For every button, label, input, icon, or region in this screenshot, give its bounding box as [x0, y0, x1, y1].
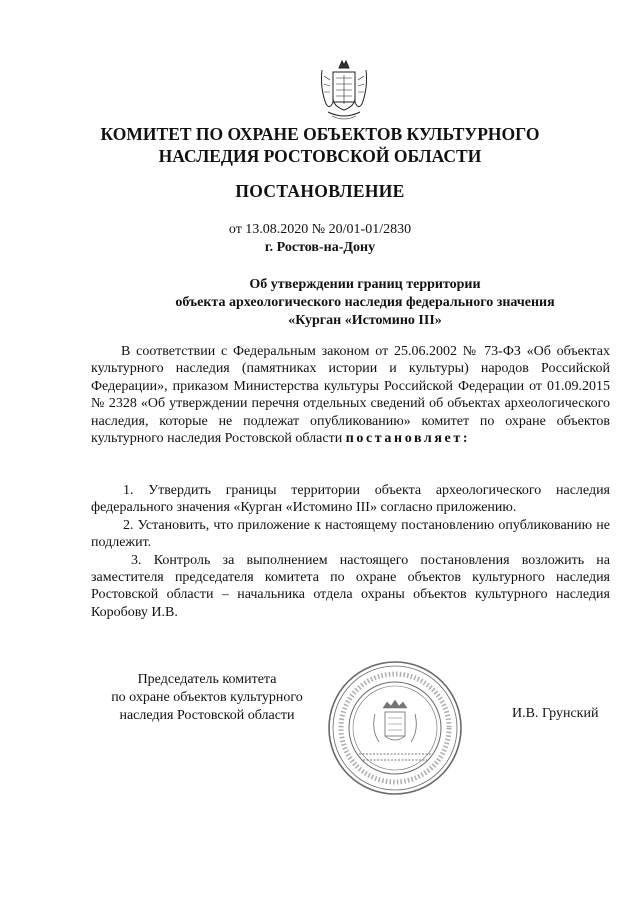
subject-line1: Об утверждении границ территории	[249, 277, 481, 292]
preamble-text: В соответствии с Федеральным законом от 25.06.2002 № 73-ФЗ «Об объектах культурного наследия (памятниках истории и культуры) народов Российской Федерации», приказом Министерства культуры Российской Федерации от 01.09.2015 № 2328 «Об утверждении перечня отдельных сведений об объектах археологического наследия, которые не подлежат опубликованию» комитет по охране объектов культурного наследия Ростовской области	[91, 344, 610, 447]
preamble-paragraph	[91, 343, 610, 447]
signatory-title-line2: по охране объектов культурного	[111, 690, 303, 705]
coat-of-arms-icon	[318, 58, 370, 122]
city: г. Ростов-на-Дону	[264, 240, 376, 255]
resolution-item-2: 2. Установить, что приложение к настоящему постановлению опубликованию не подлежит.	[91, 517, 610, 551]
organization-title	[0, 123, 640, 167]
document-meta	[0, 221, 640, 257]
subject-line3: «Курган «Истомино III»	[288, 313, 442, 328]
resolves-word: постановляет:	[345, 431, 471, 447]
subject-line2: объекта археологического наследия федерального значения	[175, 295, 555, 310]
resolution-item-1: 1. Утвердить границы территории объекта археологического наследия федерального значения «Курган «Истомино III» согласно приложению.	[91, 483, 610, 516]
document-type: ПОСТАНОВЛЕНИЕ	[235, 181, 405, 201]
signatory-title-line1: Председатель комитета	[137, 672, 277, 687]
official-seal-icon	[325, 658, 465, 798]
signatory-title	[92, 671, 322, 725]
document-subject	[130, 276, 600, 330]
resolution-items	[91, 482, 610, 621]
organization-title-line1: КОМИТЕТ ПО ОХРАНЕ ОБЪЕКТОВ КУЛЬТУРНОГО	[100, 124, 540, 144]
date-number: от 13.08.2020 № 20/01-01/2830	[228, 222, 412, 237]
signatory-title-line3: наследия Ростовской области	[119, 708, 295, 723]
signer-name: И.В. Грунский	[512, 706, 599, 721]
resolution-item-3: 3. Контроль за выполнением настоящего постановления возложить на заместителя председателя комитета по охране объектов культурного наследия Ростовской области – начальника отдела охраны объектов культурного наследия Коробову И.В.	[91, 552, 610, 620]
organization-title-line2: НАСЛЕДИЯ РОСТОВСКОЙ ОБЛАСТИ	[158, 146, 482, 166]
